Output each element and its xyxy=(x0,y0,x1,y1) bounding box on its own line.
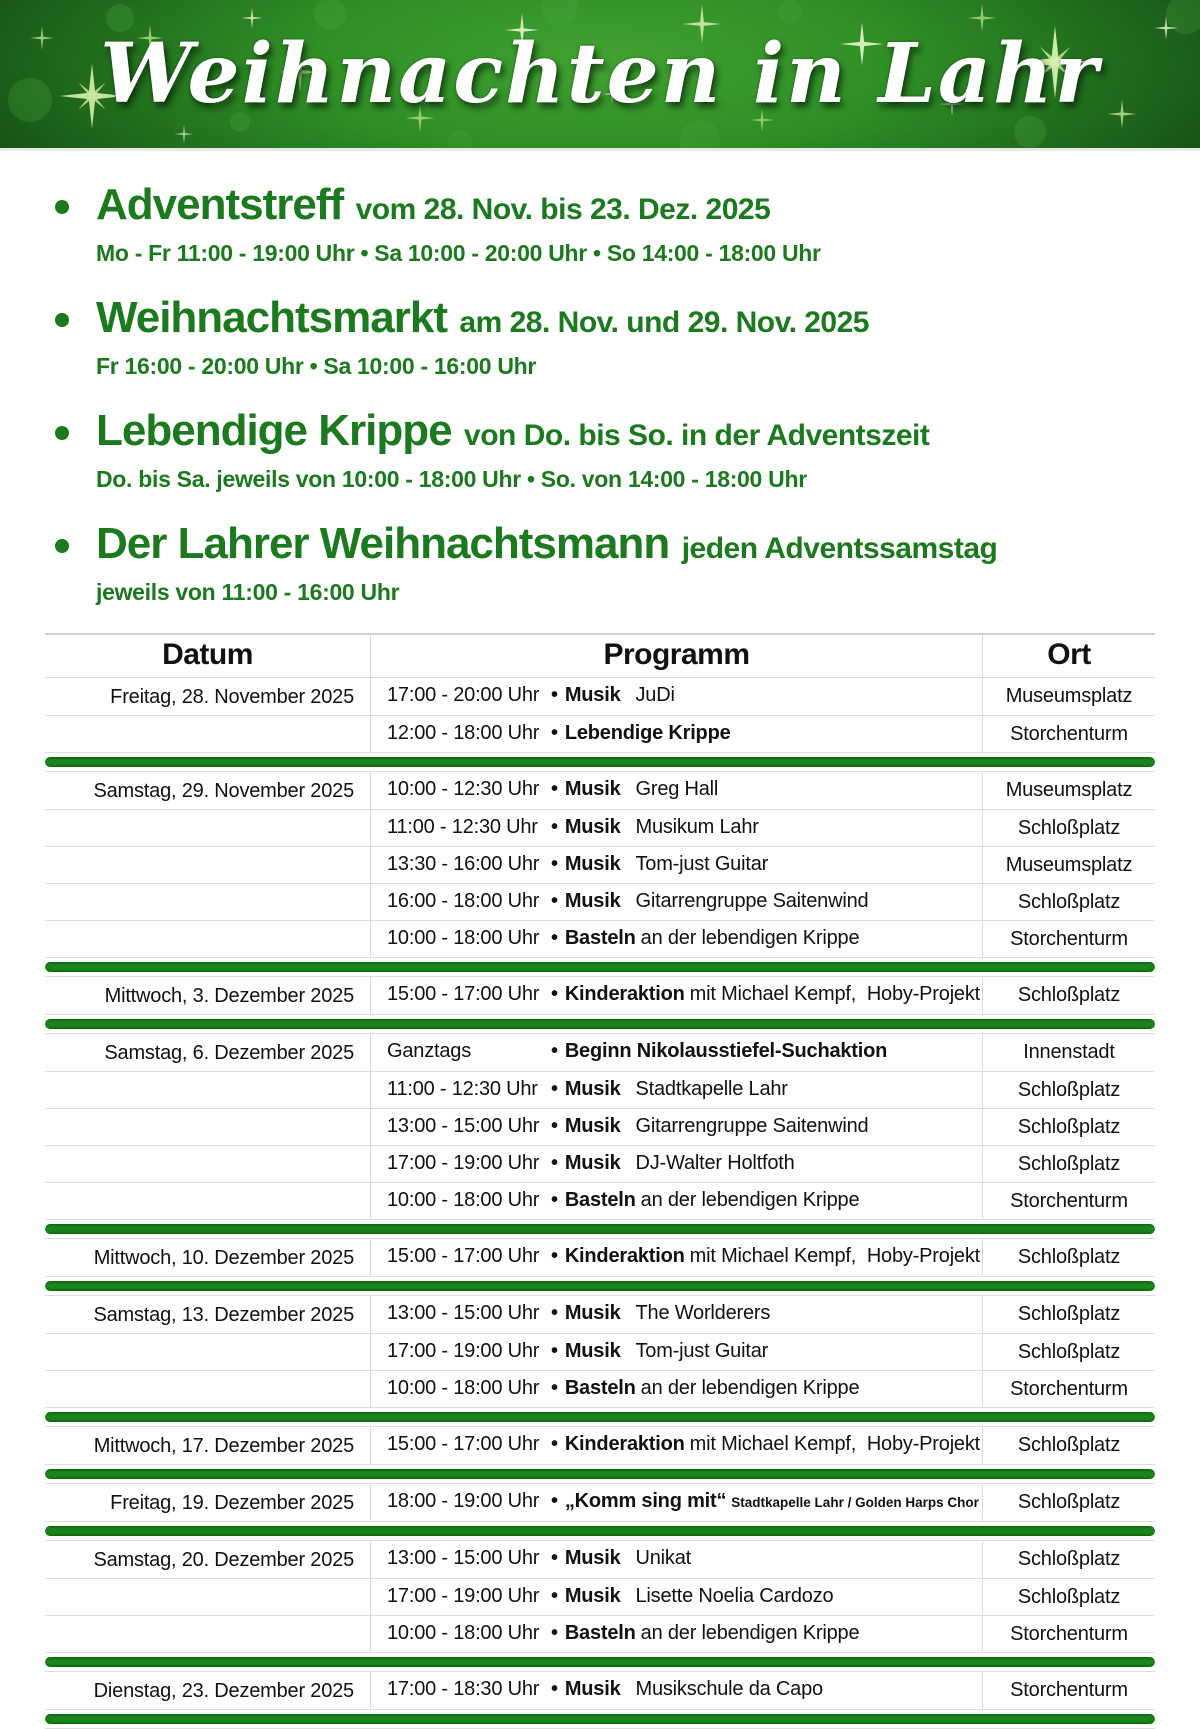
event-title: Weihnachtsmarkt xyxy=(96,293,447,342)
event-date-range: am 28. Nov. und 29. Nov. 2025 xyxy=(459,306,869,339)
event-highlight-text xyxy=(96,407,929,493)
activity-detail: mit Michael Kempf, Hoby-Projekt xyxy=(689,1433,981,1455)
column-header-ort: Ort xyxy=(1047,638,1091,671)
time-range: 15:00 - 17:00 Uhr xyxy=(387,983,540,1005)
table-row xyxy=(45,920,1155,957)
program-cell xyxy=(370,1672,983,1709)
time-range: 12:00 - 18:00 Uhr xyxy=(387,722,540,744)
activity-detail: Greg Hall xyxy=(635,778,719,800)
bullet-separator-icon: • xyxy=(551,890,558,912)
activity-name: Musik xyxy=(564,890,621,912)
location-cell: Storchenturm xyxy=(1010,928,1128,950)
location-cell: Schloßplatz xyxy=(1017,1491,1121,1513)
table-row xyxy=(45,977,1155,1014)
time-range: 11:00 - 12:30 Uhr xyxy=(387,816,538,838)
date-cell xyxy=(45,884,370,920)
time-range: Ganztags xyxy=(387,1040,472,1062)
activity-name: Musik xyxy=(564,1585,621,1607)
section-divider xyxy=(45,1014,1155,1034)
activity-detail: an der lebendigen Krippe xyxy=(640,1622,860,1644)
activity-detail: Unikat xyxy=(635,1547,691,1569)
activity-name: Musik xyxy=(564,684,621,706)
schedule-day-section xyxy=(45,1034,1155,1219)
time-range: 17:00 - 19:00 Uhr xyxy=(387,1152,540,1174)
table-row xyxy=(45,883,1155,920)
activity-detail: Gitarrengruppe Saitenwind xyxy=(635,1115,869,1137)
time-range: 10:00 - 18:00 Uhr xyxy=(387,1377,540,1399)
program-schedule-table xyxy=(45,633,1155,1729)
location-cell: Museumsplatz xyxy=(1005,779,1133,801)
schedule-day-section xyxy=(45,977,1155,1014)
program-cell xyxy=(370,810,983,846)
event-highlight-text xyxy=(96,294,869,380)
program-cell xyxy=(370,772,983,809)
bullet-icon xyxy=(55,539,69,553)
bullet-separator-icon: • xyxy=(551,816,558,838)
bullet-separator-icon: • xyxy=(551,1302,558,1324)
table-row xyxy=(45,1370,1155,1407)
green-divider-bar xyxy=(45,1224,1155,1234)
program-cell xyxy=(370,1541,983,1578)
date-cell: Freitag, 19. Dezember 2025 xyxy=(110,1492,354,1514)
location-cell: Schloßplatz xyxy=(1017,1303,1121,1325)
bullet-separator-icon: • xyxy=(551,1377,558,1399)
activity-detail: Tom-just Guitar xyxy=(635,853,769,875)
event-title-line xyxy=(96,407,929,465)
location-cell: Schloßplatz xyxy=(1017,1548,1121,1570)
activity-name: Musik xyxy=(564,1678,621,1700)
table-row xyxy=(45,1578,1155,1615)
activity-detail: The Worlderers xyxy=(635,1302,771,1324)
activity-detail: JuDi xyxy=(635,684,675,706)
event-title: Lebendige Krippe xyxy=(96,406,452,455)
bullet-separator-icon: • xyxy=(551,1585,558,1607)
location-cell: Storchenturm xyxy=(1010,1378,1128,1400)
program-cell xyxy=(370,1484,983,1521)
location-cell: Schloßplatz xyxy=(1017,891,1121,913)
program-cell xyxy=(370,1072,983,1108)
event-opening-hours: Do. bis Sa. jeweils von 10:00 - 18:00 Uhr • So. von 14:00 - 18:00 Uhr xyxy=(96,466,807,492)
program-cell xyxy=(370,1239,983,1276)
activity-name: Basteln xyxy=(564,1189,636,1211)
bullet-separator-icon: • xyxy=(551,1115,558,1137)
location-cell: Schloßplatz xyxy=(1017,1434,1121,1456)
event-title-line xyxy=(96,294,869,352)
table-row xyxy=(45,678,1155,715)
activity-detail: Tom-just Guitar xyxy=(635,1340,769,1362)
activity-detail: an der lebendigen Krippe xyxy=(640,927,860,949)
activity-name: Musik xyxy=(564,778,621,800)
date-cell: Mittwoch, 3. Dezember 2025 xyxy=(104,985,354,1007)
bullet-separator-icon: • xyxy=(551,1078,558,1100)
date-cell xyxy=(45,1109,370,1145)
schedule-day-section xyxy=(45,1484,1155,1521)
activity-detail: Stadtkapelle Lahr / Golden Harps Chor xyxy=(731,1495,979,1510)
time-range: 17:00 - 19:00 Uhr xyxy=(387,1585,540,1607)
program-cell xyxy=(370,884,983,920)
location-cell: Storchenturm xyxy=(1010,1623,1128,1645)
program-cell xyxy=(370,847,983,883)
activity-name: Musik xyxy=(564,816,621,838)
time-range: 13:30 - 16:00 Uhr xyxy=(387,853,540,875)
location-cell: Schloßplatz xyxy=(1017,1341,1121,1363)
event-title: Adventstreff xyxy=(96,180,344,229)
table-row xyxy=(45,1182,1155,1219)
date-cell xyxy=(45,1072,370,1108)
event-opening-hours: Mo - Fr 11:00 - 19:00 Uhr • Sa 10:00 - 20:00 Uhr • So 14:00 - 18:00 Uhr xyxy=(96,240,821,266)
table-row xyxy=(45,1541,1155,1578)
bullet-separator-icon: • xyxy=(551,983,558,1005)
program-cell xyxy=(370,1427,983,1464)
green-divider-bar xyxy=(45,757,1155,767)
location-cell: Storchenturm xyxy=(1010,1679,1128,1701)
activity-name: Musik xyxy=(564,853,621,875)
activity-name: Kinderaktion xyxy=(564,1245,685,1267)
activity-detail: mit Michael Kempf, Hoby-Projekt xyxy=(689,1245,981,1267)
date-cell: Samstag, 13. Dezember 2025 xyxy=(93,1304,354,1326)
activity-name: Musik xyxy=(564,1078,621,1100)
bullet-icon xyxy=(55,313,69,327)
activity-name: „Komm sing mit“ xyxy=(564,1490,727,1512)
table-row xyxy=(45,1615,1155,1652)
bullet-separator-icon: • xyxy=(551,1340,558,1362)
bullet-separator-icon: • xyxy=(551,1245,558,1267)
bullet-separator-icon: • xyxy=(551,1152,558,1174)
bullet-separator-icon: • xyxy=(551,1678,558,1700)
section-divider xyxy=(45,1407,1155,1427)
program-cell xyxy=(370,977,983,1014)
date-cell: Samstag, 20. Dezember 2025 xyxy=(93,1549,354,1571)
bullet-separator-icon: • xyxy=(551,778,558,800)
location-cell: Storchenturm xyxy=(1010,1190,1128,1212)
location-cell: Schloßplatz xyxy=(1017,984,1121,1006)
date-cell xyxy=(45,921,370,957)
green-divider-bar xyxy=(45,1019,1155,1029)
section-divider xyxy=(45,957,1155,977)
event-opening-hours: jeweils von 11:00 - 16:00 Uhr xyxy=(96,579,400,605)
section-divider xyxy=(45,1652,1155,1672)
section-divider xyxy=(45,1521,1155,1541)
program-cell xyxy=(370,1616,983,1652)
activity-detail: mit Michael Kempf, Hoby-Projekt xyxy=(689,983,981,1005)
bullet-separator-icon: • xyxy=(551,927,558,949)
time-range: 13:00 - 15:00 Uhr xyxy=(387,1547,540,1569)
green-divider-bar xyxy=(45,1281,1155,1291)
location-cell: Museumsplatz xyxy=(1005,854,1133,876)
program-cell xyxy=(370,1296,983,1333)
table-header-row xyxy=(45,633,1155,678)
time-range: 17:00 - 20:00 Uhr xyxy=(387,684,540,706)
event-highlight-item xyxy=(55,181,1200,267)
date-cell xyxy=(45,810,370,846)
schedule-day-section xyxy=(45,1239,1155,1276)
program-cell xyxy=(370,921,983,957)
table-row xyxy=(45,1484,1155,1521)
program-cell xyxy=(370,1109,983,1145)
time-range: 13:00 - 15:00 Uhr xyxy=(387,1115,540,1137)
date-cell xyxy=(45,1146,370,1182)
bullet-separator-icon: • xyxy=(551,1490,558,1512)
table-row xyxy=(45,1145,1155,1182)
location-cell: Innenstadt xyxy=(1023,1041,1115,1063)
event-highlight-text xyxy=(96,520,997,606)
column-header-programm: Programm xyxy=(370,635,983,677)
time-range: 15:00 - 17:00 Uhr xyxy=(387,1245,540,1267)
table-row xyxy=(45,1239,1155,1276)
bullet-separator-icon: • xyxy=(551,722,558,744)
bullet-icon xyxy=(55,200,69,214)
program-cell xyxy=(370,1034,983,1071)
date-cell xyxy=(45,716,370,752)
time-range: 10:00 - 18:00 Uhr xyxy=(387,1189,540,1211)
date-cell: Mittwoch, 17. Dezember 2025 xyxy=(93,1435,354,1457)
date-cell: Mittwoch, 10. Dezember 2025 xyxy=(93,1247,354,1269)
header-banner xyxy=(0,0,1200,151)
activity-detail: an der lebendigen Krippe xyxy=(640,1377,860,1399)
section-divider xyxy=(45,1219,1155,1239)
location-cell: Schloßplatz xyxy=(1017,817,1121,839)
event-highlight-text xyxy=(96,181,821,267)
time-range: 17:00 - 19:00 Uhr xyxy=(387,1340,540,1362)
event-highlight-item xyxy=(55,407,1200,493)
activity-name: Musik xyxy=(564,1302,621,1324)
activity-detail: Gitarrengruppe Saitenwind xyxy=(635,890,869,912)
table-row xyxy=(45,1333,1155,1370)
event-opening-hours: Fr 16:00 - 20:00 Uhr • Sa 10:00 - 16:00 Uhr xyxy=(96,353,537,379)
activity-name: Musik xyxy=(564,1152,621,1174)
activity-detail: Stadtkapelle Lahr xyxy=(635,1078,788,1100)
event-highlights-list xyxy=(0,151,1200,606)
activity-name: Musik xyxy=(564,1547,621,1569)
time-range: 15:00 - 17:00 Uhr xyxy=(387,1433,540,1455)
green-divider-bar xyxy=(45,1469,1155,1479)
date-cell: Samstag, 29. November 2025 xyxy=(93,780,354,802)
activity-detail: DJ-Walter Holtfoth xyxy=(635,1152,795,1174)
activity-detail: an der lebendigen Krippe xyxy=(640,1189,860,1211)
date-cell xyxy=(45,1579,370,1615)
time-range: 10:00 - 18:00 Uhr xyxy=(387,1622,540,1644)
event-date-range: jeden Adventssamstag xyxy=(681,532,998,565)
time-range: 11:00 - 12:30 Uhr xyxy=(387,1078,538,1100)
date-cell xyxy=(45,847,370,883)
location-cell: Schloßplatz xyxy=(1017,1153,1121,1175)
table-row xyxy=(45,1071,1155,1108)
time-range: 17:00 - 18:30 Uhr xyxy=(387,1678,540,1700)
time-range: 16:00 - 18:00 Uhr xyxy=(387,890,540,912)
bullet-separator-icon: • xyxy=(551,1622,558,1644)
green-divider-bar xyxy=(45,1714,1155,1724)
time-range: 18:00 - 19:00 Uhr xyxy=(387,1490,540,1512)
schedule-day-section xyxy=(45,678,1155,752)
table-body xyxy=(45,678,1155,1729)
section-divider xyxy=(45,1464,1155,1484)
bullet-separator-icon: • xyxy=(551,1040,558,1062)
program-cell xyxy=(370,1146,983,1182)
location-cell: Schloßplatz xyxy=(1017,1116,1121,1138)
page-title: Weihnachten in Lahr xyxy=(100,26,1100,122)
table-row xyxy=(45,1296,1155,1333)
time-range: 10:00 - 18:00 Uhr xyxy=(387,927,540,949)
time-range: 10:00 - 12:30 Uhr xyxy=(387,778,540,800)
event-date-range: vom 28. Nov. bis 23. Dez. 2025 xyxy=(355,193,771,226)
activity-name: Basteln xyxy=(564,1377,636,1399)
event-date-range: von Do. bis So. in der Adventszeit xyxy=(464,419,930,452)
location-cell: Schloßplatz xyxy=(1017,1246,1121,1268)
date-cell xyxy=(45,1334,370,1370)
event-title-line xyxy=(96,181,821,239)
schedule-day-section xyxy=(45,772,1155,957)
green-divider-bar xyxy=(45,1657,1155,1667)
event-title-line xyxy=(96,520,997,578)
green-divider-bar xyxy=(45,1412,1155,1422)
table-row xyxy=(45,846,1155,883)
program-cell xyxy=(370,716,983,752)
table-row xyxy=(45,1034,1155,1071)
green-divider-bar xyxy=(45,1526,1155,1536)
schedule-day-section xyxy=(45,1296,1155,1407)
date-cell: Freitag, 28. November 2025 xyxy=(110,686,354,708)
table-row xyxy=(45,715,1155,752)
bullet-separator-icon: • xyxy=(551,1189,558,1211)
bullet-separator-icon: • xyxy=(551,1433,558,1455)
program-cell xyxy=(370,1183,983,1219)
table-row xyxy=(45,772,1155,809)
bullet-icon xyxy=(55,426,69,440)
program-cell xyxy=(370,1579,983,1615)
activity-detail: Musikum Lahr xyxy=(635,816,759,838)
schedule-day-section xyxy=(45,1541,1155,1652)
activity-name: Basteln xyxy=(564,927,636,949)
location-cell: Schloßplatz xyxy=(1017,1079,1121,1101)
activity-name: Kinderaktion xyxy=(564,1433,685,1455)
event-highlight-item xyxy=(55,294,1200,380)
date-cell xyxy=(45,1616,370,1652)
program-cell xyxy=(370,678,983,715)
green-divider-bar xyxy=(45,962,1155,972)
schedule-day-section xyxy=(45,1672,1155,1709)
date-cell: Samstag, 6. Dezember 2025 xyxy=(104,1042,354,1064)
activity-name: Beginn Nikolausstiefel-Suchaktion xyxy=(564,1040,888,1062)
section-divider xyxy=(45,1709,1155,1729)
activity-name: Basteln xyxy=(564,1622,636,1644)
location-cell: Schloßplatz xyxy=(1017,1586,1121,1608)
section-divider xyxy=(45,752,1155,772)
activity-name: Lebendige Krippe xyxy=(564,722,731,744)
location-cell: Museumsplatz xyxy=(1005,685,1133,707)
activity-name: Musik xyxy=(564,1115,621,1137)
date-cell: Dienstag, 23. Dezember 2025 xyxy=(93,1680,354,1702)
bullet-separator-icon: • xyxy=(551,1547,558,1569)
table-row xyxy=(45,809,1155,846)
date-cell xyxy=(45,1371,370,1407)
date-cell xyxy=(45,1183,370,1219)
bullet-separator-icon: • xyxy=(551,684,558,706)
activity-name: Kinderaktion xyxy=(564,983,685,1005)
location-cell: Storchenturm xyxy=(1010,723,1128,745)
activity-detail: Musikschule da Capo xyxy=(635,1678,823,1700)
table-row xyxy=(45,1108,1155,1145)
program-cell xyxy=(370,1371,983,1407)
activity-detail: Lisette Noelia Cardozo xyxy=(635,1585,834,1607)
table-row xyxy=(45,1427,1155,1464)
event-highlight-item xyxy=(55,520,1200,606)
schedule-day-section xyxy=(45,1427,1155,1464)
column-header-datum: Datum xyxy=(162,638,253,671)
bullet-separator-icon: • xyxy=(551,853,558,875)
table-row xyxy=(45,1672,1155,1709)
event-title: Der Lahrer Weihnachtsmann xyxy=(96,519,670,568)
section-divider xyxy=(45,1276,1155,1296)
time-range: 13:00 - 15:00 Uhr xyxy=(387,1302,540,1324)
program-cell xyxy=(370,1334,983,1370)
activity-name: Musik xyxy=(564,1340,621,1362)
